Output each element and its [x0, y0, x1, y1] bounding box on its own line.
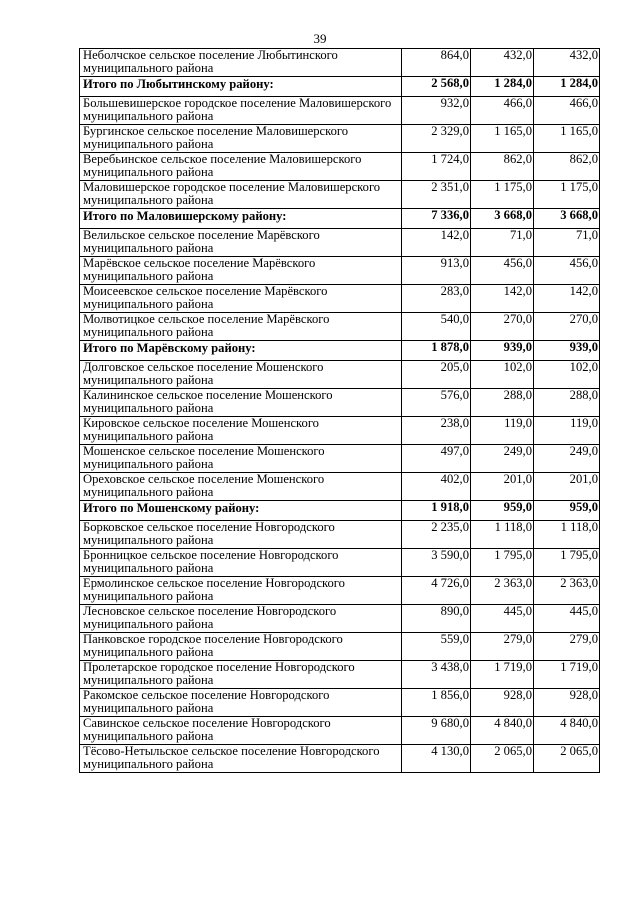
settlement-name-cell: Кировское сельское поселение Мошенского муниципального района [80, 417, 402, 445]
value-cell-1: 1 856,0 [402, 689, 471, 717]
value-cell-1: 890,0 [402, 605, 471, 633]
value-cell-3: 71,0 [534, 229, 600, 257]
value-cell-1: 402,0 [402, 473, 471, 501]
district-total-label: Итого по Марёвскому району: [80, 341, 402, 361]
allocation-table [79, 48, 600, 773]
settlement-row [80, 521, 600, 549]
value-cell-3: 862,0 [534, 153, 600, 181]
settlement-name-cell: Ермолинское сельское поселение Новгородского муниципального района [80, 577, 402, 605]
settlement-name-cell: Моисеевское сельское поселение Марёвского муниципального района [80, 285, 402, 313]
value-cell-3: 1 175,0 [534, 181, 600, 209]
value-cell-3: 142,0 [534, 285, 600, 313]
value-cell-3: 1 795,0 [534, 549, 600, 577]
settlement-name-cell: Бронницкое сельское поселение Новгородского муниципального района [80, 549, 402, 577]
value-cell-2: 142,0 [471, 285, 534, 313]
value-cell-2: 249,0 [471, 445, 534, 473]
value-cell-3: 939,0 [534, 341, 600, 361]
value-cell-2: 456,0 [471, 257, 534, 285]
value-cell-2: 2 363,0 [471, 577, 534, 605]
value-cell-2: 201,0 [471, 473, 534, 501]
district-total-row [80, 209, 600, 229]
settlement-name-cell: Маловишерское городское поселение Маловишерского муниципального района [80, 181, 402, 209]
value-cell-3: 1 719,0 [534, 661, 600, 689]
value-cell-1: 7 336,0 [402, 209, 471, 229]
value-cell-2: 959,0 [471, 501, 534, 521]
value-cell-1: 3 590,0 [402, 549, 471, 577]
value-cell-2: 1 795,0 [471, 549, 534, 577]
settlement-row [80, 153, 600, 181]
settlement-row [80, 125, 600, 153]
value-cell-3: 4 840,0 [534, 717, 600, 745]
value-cell-2: 270,0 [471, 313, 534, 341]
value-cell-1: 4 726,0 [402, 577, 471, 605]
value-cell-3: 928,0 [534, 689, 600, 717]
value-cell-1: 559,0 [402, 633, 471, 661]
value-cell-2: 288,0 [471, 389, 534, 417]
value-cell-3: 279,0 [534, 633, 600, 661]
settlement-row [80, 717, 600, 745]
value-cell-1: 4 130,0 [402, 745, 471, 773]
value-cell-1: 9 680,0 [402, 717, 471, 745]
value-cell-1: 576,0 [402, 389, 471, 417]
settlement-name-cell: Савинское сельское поселение Новгородского муниципального района [80, 717, 402, 745]
value-cell-1: 2 351,0 [402, 181, 471, 209]
value-cell-3: 1 165,0 [534, 125, 600, 153]
value-cell-2: 445,0 [471, 605, 534, 633]
value-cell-2: 928,0 [471, 689, 534, 717]
value-cell-1: 913,0 [402, 257, 471, 285]
value-cell-1: 1 878,0 [402, 341, 471, 361]
settlement-row [80, 445, 600, 473]
settlement-name-cell: Панковское городское поселение Новгородского муниципального района [80, 633, 402, 661]
settlement-name-cell: Ореховское сельское поселение Мошенского муниципального района [80, 473, 402, 501]
value-cell-2: 862,0 [471, 153, 534, 181]
value-cell-2: 102,0 [471, 361, 534, 389]
value-cell-3: 270,0 [534, 313, 600, 341]
value-cell-3: 249,0 [534, 445, 600, 473]
value-cell-3: 3 668,0 [534, 209, 600, 229]
settlement-name-cell: Борковское сельское поселение Новгородского муниципального района [80, 521, 402, 549]
value-cell-2: 939,0 [471, 341, 534, 361]
district-total-label: Итого по Любытинскому району: [80, 77, 402, 97]
value-cell-1: 3 438,0 [402, 661, 471, 689]
value-cell-3: 1 284,0 [534, 77, 600, 97]
value-cell-2: 3 668,0 [471, 209, 534, 229]
value-cell-1: 205,0 [402, 361, 471, 389]
settlement-row [80, 689, 600, 717]
value-cell-1: 142,0 [402, 229, 471, 257]
settlement-row [80, 745, 600, 773]
settlement-name-cell: Калининское сельское поселение Мошенского муниципального района [80, 389, 402, 417]
settlement-row [80, 229, 600, 257]
value-cell-3: 119,0 [534, 417, 600, 445]
value-cell-1: 540,0 [402, 313, 471, 341]
settlement-name-cell: Пролетарское городское поселение Новгородского муниципального района [80, 661, 402, 689]
table-body [80, 49, 600, 773]
value-cell-2: 466,0 [471, 97, 534, 125]
settlement-row [80, 549, 600, 577]
settlement-name-cell: Лесновское сельское поселение Новгородского муниципального района [80, 605, 402, 633]
value-cell-1: 497,0 [402, 445, 471, 473]
value-cell-2: 1 165,0 [471, 125, 534, 153]
value-cell-2: 1 118,0 [471, 521, 534, 549]
district-total-row [80, 77, 600, 97]
settlement-name-cell: Молвотицкое сельское поселение Марёвского муниципального района [80, 313, 402, 341]
value-cell-3: 2 065,0 [534, 745, 600, 773]
value-cell-3: 959,0 [534, 501, 600, 521]
settlement-row [80, 181, 600, 209]
settlement-row [80, 605, 600, 633]
value-cell-3: 2 363,0 [534, 577, 600, 605]
settlement-row [80, 49, 600, 77]
value-cell-2: 1 175,0 [471, 181, 534, 209]
value-cell-1: 2 329,0 [402, 125, 471, 153]
district-total-label: Итого по Маловишерскому району: [80, 209, 402, 229]
settlement-row [80, 285, 600, 313]
value-cell-3: 445,0 [534, 605, 600, 633]
settlement-row [80, 473, 600, 501]
value-cell-2: 4 840,0 [471, 717, 534, 745]
settlement-row [80, 97, 600, 125]
settlement-row [80, 417, 600, 445]
value-cell-3: 102,0 [534, 361, 600, 389]
settlement-name-cell: Бургинское сельское поселение Маловишерского муниципального района [80, 125, 402, 153]
value-cell-3: 288,0 [534, 389, 600, 417]
settlement-name-cell: Большевишерское городское поселение Маловишерского муниципального района [80, 97, 402, 125]
value-cell-1: 283,0 [402, 285, 471, 313]
settlement-name-cell: Веребьинское сельское поселение Маловишерского муниципального района [80, 153, 402, 181]
value-cell-1: 2 568,0 [402, 77, 471, 97]
value-cell-1: 1 918,0 [402, 501, 471, 521]
value-cell-2: 432,0 [471, 49, 534, 77]
value-cell-3: 1 118,0 [534, 521, 600, 549]
district-total-label: Итого по Мошенскому району: [80, 501, 402, 521]
settlement-name-cell: Тёсово-Нетыльское сельское поселение Новгородского муниципального района [80, 745, 402, 773]
value-cell-1: 1 724,0 [402, 153, 471, 181]
value-cell-1: 864,0 [402, 49, 471, 77]
value-cell-3: 432,0 [534, 49, 600, 77]
settlement-row [80, 313, 600, 341]
page-number: 39 [313, 31, 327, 46]
settlement-name-cell: Мошенское сельское поселение Мошенского муниципального района [80, 445, 402, 473]
settlement-row [80, 257, 600, 285]
value-cell-2: 279,0 [471, 633, 534, 661]
value-cell-2: 119,0 [471, 417, 534, 445]
value-cell-3: 201,0 [534, 473, 600, 501]
settlement-row [80, 361, 600, 389]
settlement-name-cell: Ракомское сельское поселение Новгородского муниципального района [80, 689, 402, 717]
value-cell-3: 456,0 [534, 257, 600, 285]
settlement-name-cell: Велильское сельское поселение Марёвского муниципального района [80, 229, 402, 257]
value-cell-1: 932,0 [402, 97, 471, 125]
value-cell-1: 238,0 [402, 417, 471, 445]
settlement-row [80, 577, 600, 605]
value-cell-2: 1 284,0 [471, 77, 534, 97]
settlement-name-cell: Марёвское сельское поселение Марёвского муниципального района [80, 257, 402, 285]
district-total-row [80, 341, 600, 361]
settlement-row [80, 661, 600, 689]
value-cell-1: 2 235,0 [402, 521, 471, 549]
value-cell-2: 2 065,0 [471, 745, 534, 773]
value-cell-2: 1 719,0 [471, 661, 534, 689]
settlement-name-cell: Долговское сельское поселение Мошенского муниципального района [80, 361, 402, 389]
district-total-row [80, 501, 600, 521]
settlement-name-cell: Неболчское сельское поселение Любытинского муниципального района [80, 49, 402, 77]
value-cell-2: 71,0 [471, 229, 534, 257]
settlement-row [80, 633, 600, 661]
value-cell-3: 466,0 [534, 97, 600, 125]
settlement-row [80, 389, 600, 417]
